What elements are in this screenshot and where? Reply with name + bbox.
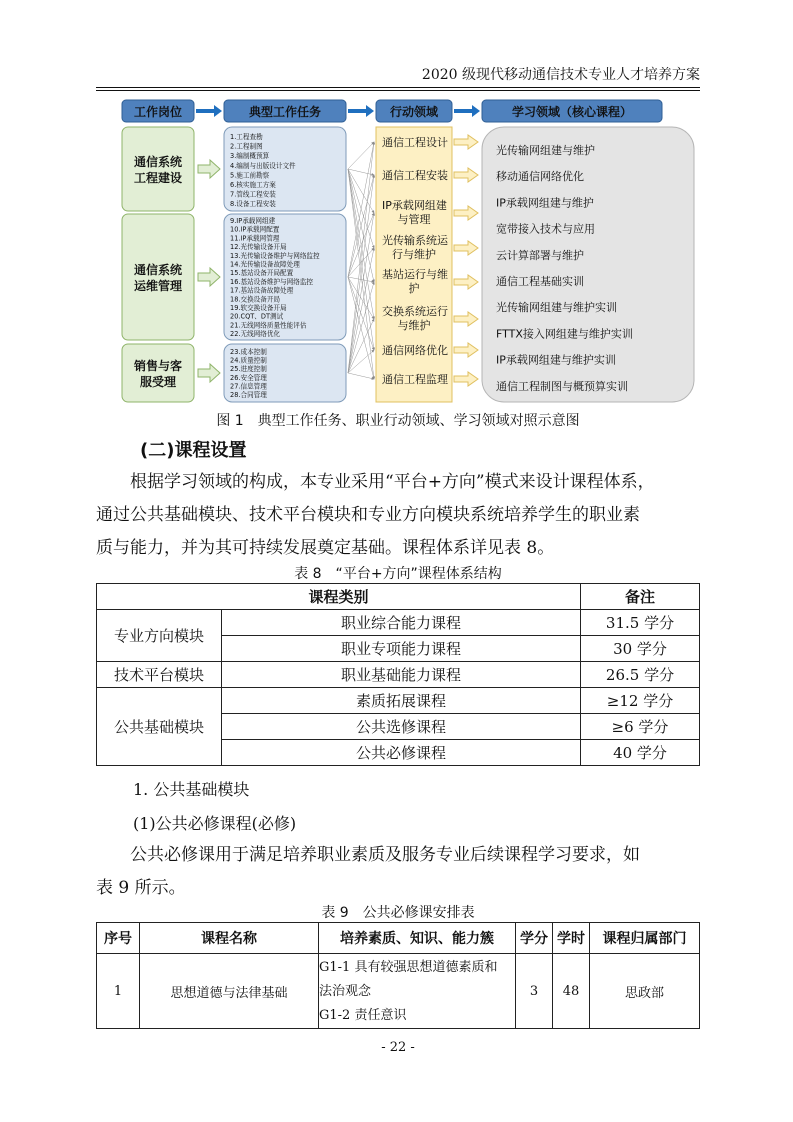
header-rule-thin [96,90,700,91]
task-item: 6.核实施工方案 [230,181,276,189]
mapping-line [348,373,374,379]
svg-text:服受理: 服受理 [139,375,177,389]
paragraph-line: 通过公共基础模块、技术平台模块和专业方向模块系统培养学生的职业素 [96,505,640,525]
course-no: 1 [97,954,140,1029]
running-header: 2020 级现代移动通信技术专业人才培养方案 [421,67,700,83]
intro-paragraph [96,466,700,565]
column-header [122,100,194,122]
header-note: 备注 [581,584,700,610]
flow-arrow [454,206,478,220]
header-competency: 培养素质、知识、能力簇 [319,923,516,954]
task-item: 13.光传输设备维护与网络监控 [230,251,320,260]
task-item: 5.施工前勘察 [230,171,270,180]
task-item: 9.IP承载网组建 [230,217,276,225]
svg-text:工作岗位: 工作岗位 [133,105,183,119]
group-name: 公共基础模块 [97,688,222,766]
table-header-row [97,923,700,954]
course-type: 职业专项能力课程 [222,636,581,662]
task-item: 15.基站设备开局配置 [230,269,294,278]
course-department: 思政部 [590,954,700,1029]
svg-text:与管理: 与管理 [397,213,431,226]
action-item [382,168,478,182]
svg-text:通信工程安装: 通信工程安装 [382,169,448,182]
table-row [97,954,700,1029]
flow-arrow [198,160,220,178]
flow-arrow [348,105,374,117]
course-hours: 48 [553,954,590,1029]
flow-arrow [196,105,222,117]
task-item: 2.工程制图 [230,142,263,151]
header-department: 课程归属部门 [590,923,700,954]
credit-note: 40 学分 [581,740,700,766]
svg-text:典型工作任务: 典型工作任务 [248,105,322,119]
action-item [382,343,478,357]
svg-text:通信工程监理: 通信工程监理 [382,373,448,386]
mapping-line [348,277,374,282]
header-no: 序号 [97,923,140,954]
table-row [97,610,700,636]
competency-line: G1-2 责任意识 [319,1008,407,1023]
figure-caption: 图 1 典型工作任务、职业行动领域、学习领域对照示意图 [216,413,580,429]
svg-text:行动领域: 行动领域 [389,105,439,119]
course-item: IP承载网组建与维护实训 [496,353,616,367]
table-row [97,688,700,714]
task-item: 10.IP承载网配置 [230,225,280,234]
course-item: IP承载网组建与维护 [496,196,594,210]
page-number: - 22 - [381,1040,415,1055]
subsubsection-heading: (1)公共必修课程(必修) [133,814,297,833]
column-header [482,100,662,122]
course-item: 光传输网组建与维护 [496,144,595,157]
competency-line: 法治观念 [319,984,372,999]
mapping-line [348,175,374,373]
svg-text:工程建设: 工程建设 [133,171,183,185]
task-item: 7.管线工程安装 [230,190,276,199]
mapping-line [348,142,374,169]
task-item: 25.进度控制 [230,365,267,374]
credit-note: 30 学分 [581,636,700,662]
flow-arrow [454,135,478,149]
header-category: 课程类别 [97,584,581,610]
action-item [382,372,478,386]
credit-note: 31.5 学分 [581,610,700,636]
task-item: 28.合同管理 [230,391,267,399]
svg-text:通信系统: 通信系统 [133,263,183,277]
course-item: FTTX接入网组建与维护实训 [496,327,633,341]
table-row [97,662,700,688]
course-type: 职业综合能力课程 [222,610,581,636]
task-item: 8.设备工程安装 [230,200,276,209]
course-type: 公共必修课程 [222,740,581,766]
svg-text:销售与客: 销售与客 [133,359,183,373]
course-item: 通信工程基础实训 [496,275,584,288]
course-type: 公共选修课程 [222,714,581,740]
task-item: 1.工程查勘 [230,133,263,141]
task-item: 4.编制与出版设计文件 [230,161,296,170]
svg-text:通信系统: 通信系统 [133,155,183,169]
curriculum-structure-table [96,583,700,766]
task-item: 18.交换设备开局 [230,295,281,304]
course-item: 宽带接入技术与应用 [496,222,595,236]
course-item: 光传输网组建与维护实训 [496,301,617,315]
svg-text:与维护: 与维护 [397,319,431,332]
paragraph-line: 表 9 所示。 [96,878,186,898]
credit-note: ≥6 学分 [581,714,700,740]
subsection-heading: 1. 公共基础模块 [133,780,250,799]
flow-arrow [454,372,478,386]
task-item: 16.基站设备维护与网络监控 [230,277,314,286]
table9-caption: 表 9 公共必修课安排表 [321,905,475,921]
course-item: 移动通信网络优化 [496,170,584,184]
group-name: 专业方向模块 [97,610,222,662]
flow-arrow [454,168,478,182]
task-item: 20.CQT、DT测试 [230,312,284,321]
flow-arrow [454,241,478,255]
competency-line: G1-1 具有较强思想道德素质和 [319,960,498,975]
header-course-name: 课程名称 [140,923,319,954]
paragraph-line: 质与能力，并为其可持续发展奠定基础。课程体系详见表 8。 [96,538,555,558]
credit-note: ≥12 学分 [581,688,700,714]
flow-arrow [454,105,480,117]
flow-arrow [454,312,478,326]
svg-text:通信工程设计: 通信工程设计 [382,136,448,149]
task-item: 22.无线网络优化 [230,330,281,339]
task-item: 27.信息管理 [230,382,267,391]
svg-text:通信网络优化: 通信网络优化 [382,344,448,357]
column-header [376,100,452,122]
task-item: 3.编制概预算 [230,152,270,161]
course-credits: 3 [516,954,553,1029]
course-type: 素质拓展课程 [222,688,581,714]
paragraph-line: 公共必修课用于满足培养职业素质及服务专业后续课程学习要求，如 [96,845,640,865]
task-item: 26.安全管理 [230,373,267,382]
svg-text:IP承载网组建: IP承载网组建 [382,199,447,212]
task-item: 19.软交换设备开局 [230,304,287,312]
task-item: 11.IP承载网管理 [230,234,280,243]
mapping-line [348,169,374,175]
table-header-row [97,584,700,610]
credit-note: 26.5 学分 [581,662,700,688]
svg-text:运维管理: 运维管理 [133,279,183,293]
flow-arrow [198,364,220,382]
task-item: 23.成本控制 [230,348,267,356]
svg-text:光传输系统运: 光传输系统运 [382,234,448,247]
task-item: 17.基站设备故障处理 [230,286,294,295]
course-type: 职业基础能力课程 [222,662,581,688]
table8-caption: 表 8 “平台+方向”课程体系结构 [294,566,502,582]
header-rule [96,87,700,88]
task-item: 24.质量控制 [230,356,267,365]
section-title: (二)课程设置 [140,440,247,461]
header-credits: 学分 [516,923,553,954]
competency-cell [319,954,516,1029]
flow-arrow [454,275,478,289]
course-item: 云计算部署与维护 [496,248,584,262]
action-item [382,135,478,149]
flow-arrow [198,268,220,286]
svg-text:行与维护: 行与维护 [392,248,436,261]
svg-text:基站运行与维: 基站运行与维 [382,268,448,281]
paragraph-line: 根据学习领域的构成，本专业采用“平台+方向”模式来设计课程体系， [96,472,655,492]
task-item: 14.光传输设备故障处理 [230,260,300,269]
group-name: 技术平台模块 [97,662,222,688]
course-mapping-diagram [118,96,698,406]
course-item: 通信工程制图与概预算实训 [496,379,628,393]
task-item: 12.光传输设备开局 [230,243,287,252]
flow-arrow [454,343,478,357]
task-item: 21.无线网络质量性能评估 [230,321,307,330]
required-courses-table [96,922,700,1029]
mapping-line [348,277,374,319]
svg-text:交换系统运行: 交换系统运行 [382,305,448,318]
svg-text:学习领域（核心课程）: 学习领域（核心课程） [511,105,633,119]
course-name: 思想道德与法律基础 [140,954,319,1029]
svg-text:护: 护 [408,282,420,295]
header-hours: 学时 [553,923,590,954]
required-courses-paragraph [96,839,700,905]
column-header [224,100,346,122]
